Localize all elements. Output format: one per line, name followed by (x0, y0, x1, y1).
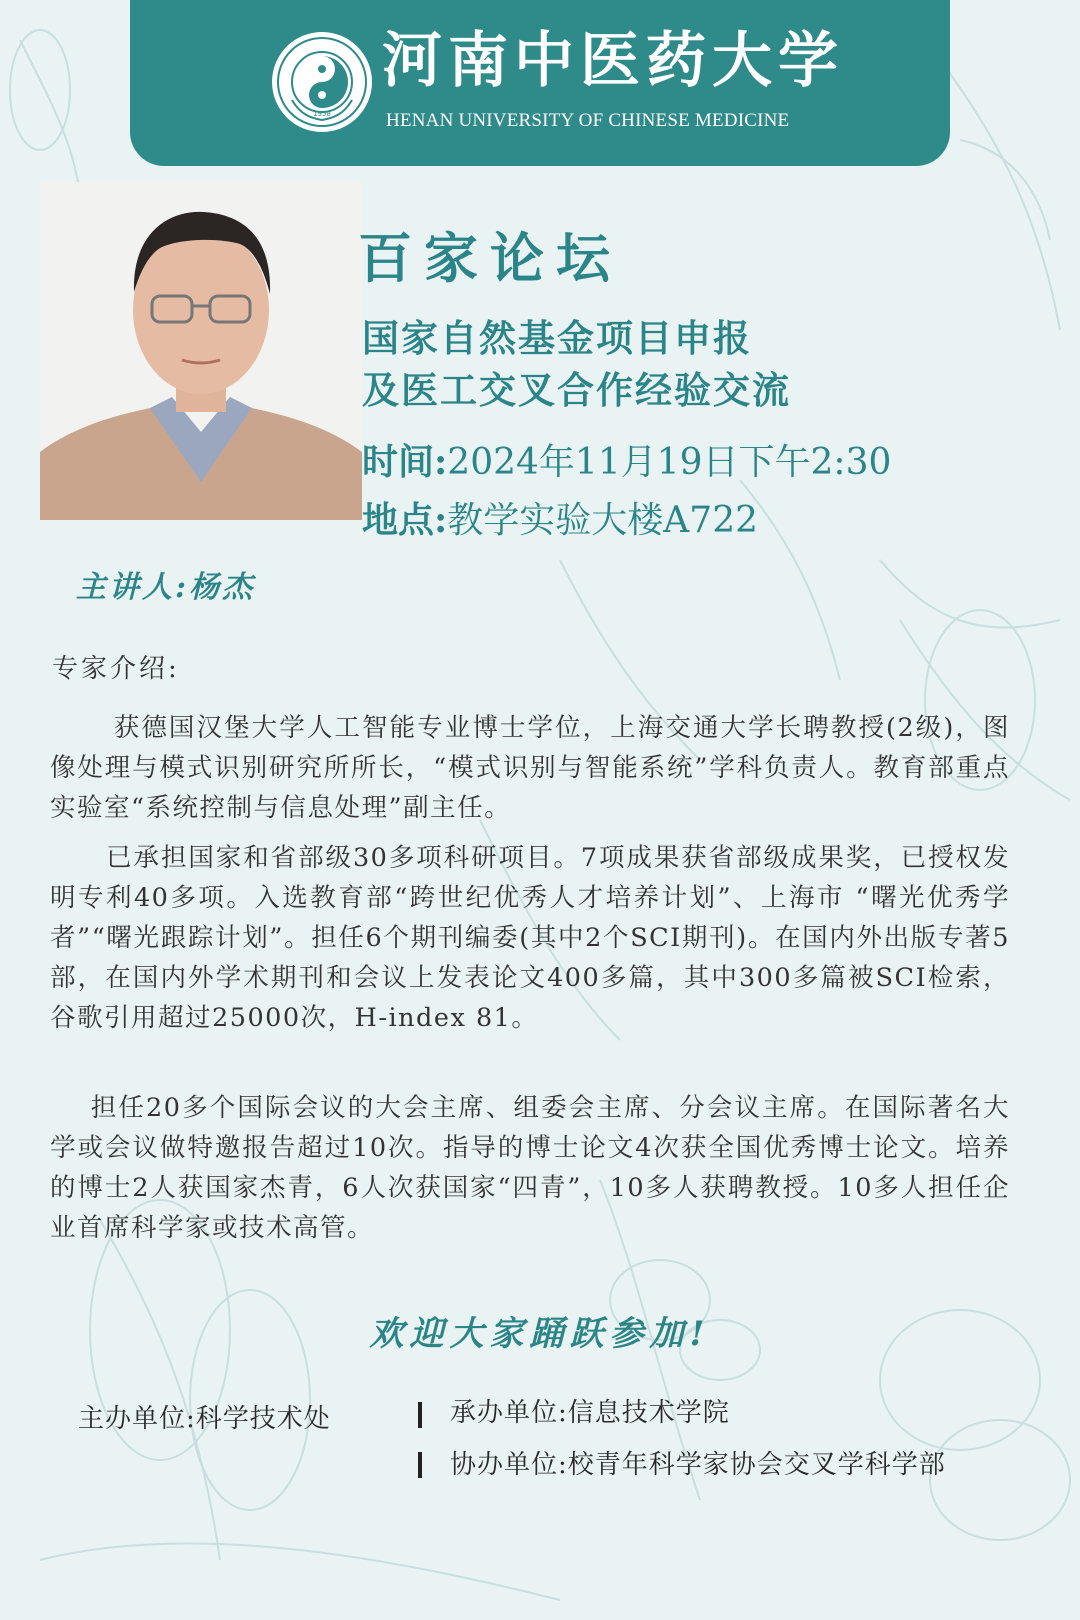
organizer-host: 主办单位:科学技术处 (78, 1404, 331, 1434)
organizer-co-host: 承办单位:信息技术学院 (450, 1398, 730, 1428)
event-time (362, 434, 891, 485)
place-label: 地点: (362, 499, 448, 541)
welcome-message: 欢迎大家踊跃参加! (369, 1314, 711, 1354)
intro-paragraph-2: 已承担国家和省部级30多项科研项目。7项成果获省部级成果奖，已授权发明专利40多项。入选教育部“跨世纪优秀人才培养计划”、上海市 “曙光优秀学者”“曙光跟踪计划”。担任6个期刊编委(其中2个SCI期刊)。在国内外出版专著5部，在国内外学术期刊和会议上发表论文400多篇，其中300多篇被SCI检索，谷歌引用超过25000次，H-index 81。 (50, 843, 1010, 1033)
intro-paragraph-3: 担任20多个国际会议的大会主席、组委会主席、分会议主席。在国际著名大学或会议做特邀报告超过10次。指导的博士论文4次获全国优秀博士论文。培养的博士2人获国家杰青，6人次获国家“四青”，10多人获聘教授。10多人担任企业首席科学家或技术高管。 (50, 1093, 1010, 1243)
event-place (362, 492, 758, 543)
time-value: 2024年11月19日下午2:30 (447, 442, 892, 483)
university-name-cn: 河南中医药大学 (382, 26, 844, 96)
organizer-assist: 协办单位:校青年科学家协会交叉学科学部 (450, 1450, 946, 1480)
divider-bar-2 (418, 1452, 422, 1478)
header-banner (130, 0, 950, 166)
university-seal-logo (270, 30, 374, 134)
topic-line-2: 及医工交叉合作经验交流 (362, 368, 791, 412)
seal-year: 1958 (313, 110, 331, 118)
divider-bar-1 (418, 1402, 422, 1428)
speaker-photo (40, 182, 362, 520)
intro-paragraph-1: 获德国汉堡大学人工智能专业博士学位，上海交通大学长聘教授(2级)，图像处理与模式识别研究所所长，“模式识别与智能系统”学科负责人。教育部重点实验室“系统控制与信息处理”副主任。 (50, 713, 1010, 823)
speaker-name: 主讲人:杨杰 (76, 570, 256, 605)
speaker-portrait (40, 182, 362, 520)
place-value: 教学实验大楼A722 (447, 500, 759, 541)
intro-label: 专家介绍: (52, 654, 180, 684)
university-name-en: HENAN UNIVERSITY OF CHINESE MEDICINE (386, 110, 790, 131)
time-label: 时间: (362, 441, 448, 483)
forum-title: 百家论坛 (358, 226, 622, 290)
topic-line-1: 国家自然基金项目申报 (362, 316, 752, 360)
